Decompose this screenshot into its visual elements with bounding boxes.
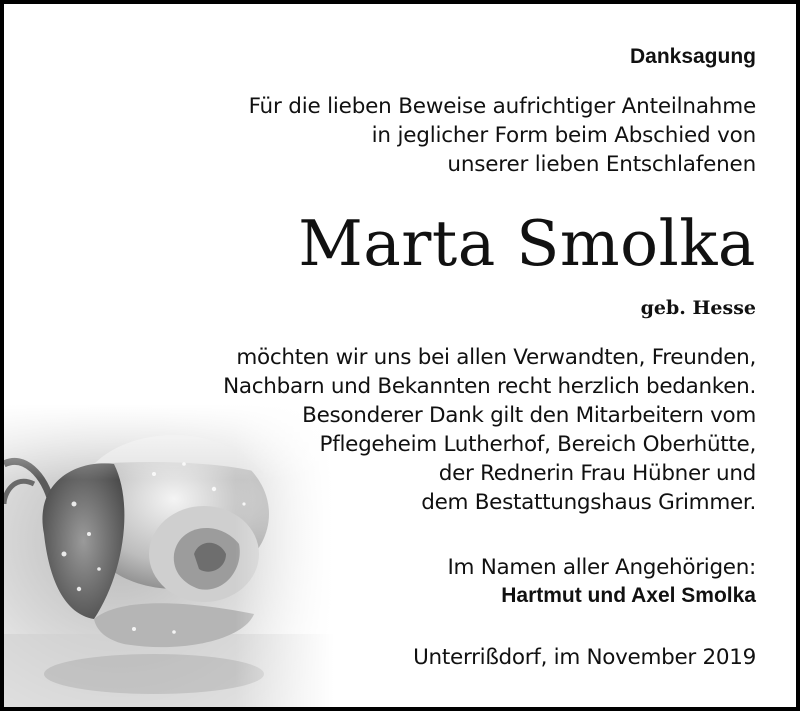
place-date: Unterrißdorf, im November 2019	[413, 645, 756, 670]
thanks-line: möchten wir uns bei allen Verwandten, Freunden,	[236, 345, 756, 370]
maiden-name: geb. Hesse	[640, 297, 756, 319]
thanks-line: Pflegeheim Lutherhof, Bereich Oberhütte,	[319, 432, 756, 457]
thanks-line: Nachbarn und Bekannten recht herzlich bedanken.	[223, 374, 756, 399]
signoff-intro: Im Namen aller Angehörigen:	[447, 555, 756, 580]
intro-line: unserer lieben Entschlafenen	[447, 152, 756, 177]
notice-heading: Danksagung	[629, 45, 756, 68]
intro-line: Für die lieben Beweise aufrichtiger Anteilnahme	[248, 94, 756, 119]
deceased-name: Marta Smolka	[298, 207, 756, 280]
signoff-names: Hartmut und Axel Smolka	[501, 584, 756, 607]
intro-line: in jeglicher Form beim Abschied von	[371, 123, 756, 148]
thanks-text	[223, 343, 756, 517]
thanks-line: dem Bestattungshaus Grimmer.	[421, 490, 756, 515]
thanks-line: Besonderer Dank gilt den Mitarbeitern vom	[302, 403, 756, 428]
intro-text	[249, 92, 756, 179]
thanks-line: der Rednerin Frau Hübner und	[438, 461, 756, 486]
